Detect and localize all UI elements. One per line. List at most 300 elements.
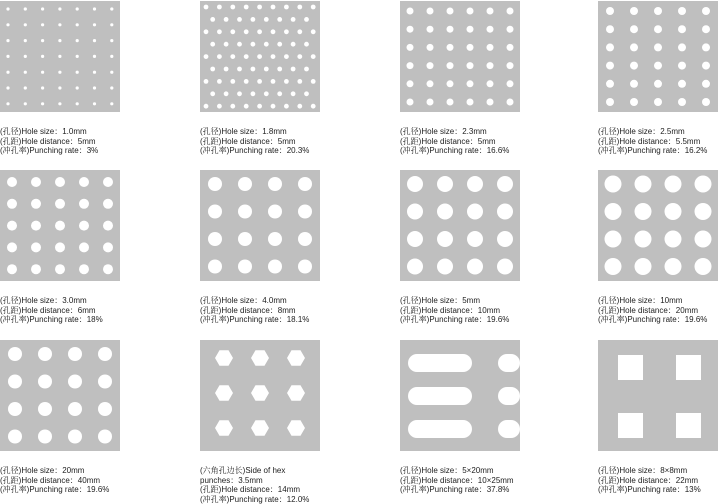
square-hole — [676, 413, 701, 438]
round-hole — [110, 102, 113, 105]
round-hole — [297, 29, 302, 34]
spec-line: (孔距)Hole distance：14mm — [200, 485, 370, 495]
round-hole — [76, 86, 79, 89]
spec-caption — [0, 127, 170, 156]
round-hole — [605, 258, 622, 275]
round-hole — [6, 7, 9, 10]
hex-hole — [287, 420, 305, 436]
round-hole — [24, 23, 27, 26]
round-hole — [284, 5, 289, 10]
round-hole — [257, 5, 262, 10]
round-hole — [284, 104, 289, 109]
round-hole — [38, 402, 52, 416]
spec-caption — [200, 466, 370, 504]
perforated-plate — [598, 340, 718, 451]
round-hole — [24, 86, 27, 89]
hex-hole — [251, 385, 269, 401]
round-hole — [244, 5, 249, 10]
round-hole — [487, 99, 494, 106]
round-hole — [298, 260, 312, 274]
round-hole — [98, 375, 112, 389]
round-hole — [437, 259, 453, 275]
round-hole — [635, 176, 652, 193]
round-hole — [606, 98, 614, 106]
round-hole — [635, 231, 652, 248]
round-hole — [304, 67, 309, 72]
round-hole — [98, 347, 112, 361]
round-hole — [437, 176, 453, 192]
hole-pattern — [200, 340, 320, 451]
round-hole — [702, 98, 710, 106]
round-hole — [507, 26, 514, 33]
round-hole — [654, 98, 662, 106]
round-hole — [654, 43, 662, 51]
round-hole — [31, 242, 41, 252]
perforated-plate — [400, 170, 520, 281]
round-hole — [427, 80, 434, 87]
spec-caption — [400, 296, 570, 325]
round-hole — [654, 62, 662, 70]
round-hole — [291, 67, 296, 72]
round-hole — [217, 54, 222, 59]
round-hole — [230, 29, 235, 34]
slot-hole — [498, 354, 520, 372]
spec-caption — [598, 127, 720, 156]
round-hole — [606, 62, 614, 70]
round-hole — [497, 231, 513, 247]
hex-hole — [287, 385, 305, 401]
round-hole — [702, 62, 710, 70]
round-hole — [98, 430, 112, 444]
round-hole — [605, 176, 622, 193]
round-hole — [467, 259, 483, 275]
round-hole — [630, 7, 638, 15]
spec-caption — [598, 466, 720, 495]
round-hole — [7, 177, 17, 187]
round-hole — [41, 23, 44, 26]
round-hole — [407, 26, 414, 33]
round-hole — [665, 258, 682, 275]
round-hole — [507, 44, 514, 51]
round-hole — [630, 62, 638, 70]
spec-line: (孔距)Hole distance：10×25mm — [400, 476, 570, 486]
round-hole — [630, 43, 638, 51]
round-hole — [665, 176, 682, 193]
hex-hole — [251, 420, 269, 436]
round-hole — [58, 102, 61, 105]
round-hole — [31, 264, 41, 274]
round-hole — [7, 199, 17, 209]
spec-line: (孔距)Hole distance：5mm — [200, 137, 370, 147]
round-hole — [55, 264, 65, 274]
spec-caption — [200, 296, 370, 325]
round-hole — [210, 17, 215, 22]
round-hole — [654, 25, 662, 33]
round-hole — [79, 242, 89, 252]
round-hole — [6, 102, 9, 105]
spec-caption — [400, 466, 570, 495]
round-hole — [467, 176, 483, 192]
hole-pattern — [0, 1, 120, 112]
round-hole — [237, 67, 242, 72]
round-hole — [311, 79, 316, 84]
spec-line: (孔距)Hole distance：8mm — [200, 306, 370, 316]
spec-line: (孔径)Hole size：5×20mm — [400, 466, 570, 476]
spec-line: (孔径)Hole size：8×8mm — [598, 466, 720, 476]
round-hole — [230, 104, 235, 109]
round-hole — [251, 91, 256, 96]
spec-line: (孔距)Hole distance：10mm — [400, 306, 570, 316]
round-hole — [277, 42, 282, 47]
round-hole — [244, 104, 249, 109]
round-hole — [654, 80, 662, 88]
round-hole — [238, 177, 252, 191]
spec-line: (冲孔率)Punching rate：18.1% — [200, 315, 370, 325]
round-hole — [76, 23, 79, 26]
round-hole — [41, 39, 44, 42]
round-hole — [427, 62, 434, 69]
round-hole — [268, 232, 282, 246]
round-hole — [467, 99, 474, 106]
round-hole — [297, 5, 302, 10]
round-hole — [251, 42, 256, 47]
spec-line: (孔径)Hole size：5mm — [400, 296, 570, 306]
round-hole — [437, 204, 453, 220]
round-hole — [68, 375, 82, 389]
round-hole — [110, 71, 113, 74]
round-hole — [208, 232, 222, 246]
round-hole — [487, 44, 494, 51]
round-hole — [55, 242, 65, 252]
round-hole — [41, 102, 44, 105]
round-hole — [311, 104, 316, 109]
round-hole — [110, 55, 113, 58]
round-hole — [311, 5, 316, 10]
spec-line: (冲孔率)Punching rate：13% — [598, 485, 720, 495]
round-hole — [204, 29, 209, 34]
round-hole — [606, 80, 614, 88]
hex-hole — [215, 385, 233, 401]
round-hole — [447, 8, 454, 15]
round-hole — [702, 43, 710, 51]
round-hole — [635, 258, 652, 275]
round-hole — [6, 86, 9, 89]
round-hole — [467, 8, 474, 15]
round-hole — [217, 79, 222, 84]
round-hole — [678, 80, 686, 88]
round-hole — [507, 8, 514, 15]
round-hole — [76, 7, 79, 10]
round-hole — [79, 264, 89, 274]
round-hole — [210, 91, 215, 96]
slot-hole — [498, 387, 520, 405]
round-hole — [103, 264, 113, 274]
round-hole — [298, 232, 312, 246]
spec-line: (孔距)Hole distance：40mm — [0, 476, 170, 486]
round-hole — [271, 104, 276, 109]
round-hole — [110, 39, 113, 42]
round-hole — [447, 80, 454, 87]
spec-line: (孔径)Hole size：1.8mm — [200, 127, 370, 137]
round-hole — [264, 67, 269, 72]
round-hole — [407, 99, 414, 106]
round-hole — [79, 221, 89, 231]
round-hole — [230, 5, 235, 10]
spec-line: (孔距)Hole distance：5.5mm — [598, 137, 720, 147]
round-hole — [110, 23, 113, 26]
round-hole — [268, 177, 282, 191]
spec-line: (冲孔率)Punching rate：16.6% — [400, 146, 570, 156]
round-hole — [268, 260, 282, 274]
round-hole — [407, 62, 414, 69]
round-hole — [605, 231, 622, 248]
spec-line: (孔径)Hole size：2.3mm — [400, 127, 570, 137]
round-hole — [257, 54, 262, 59]
round-hole — [497, 176, 513, 192]
round-hole — [271, 29, 276, 34]
spec-line: (孔径)Hole size：10mm — [598, 296, 720, 306]
perforated-plate — [0, 170, 120, 281]
round-hole — [427, 44, 434, 51]
round-hole — [311, 54, 316, 59]
round-hole — [8, 430, 22, 444]
round-hole — [8, 375, 22, 389]
round-hole — [58, 71, 61, 74]
round-hole — [257, 79, 262, 84]
round-hole — [702, 7, 710, 15]
hex-hole — [215, 420, 233, 436]
round-hole — [55, 177, 65, 187]
round-hole — [7, 242, 17, 252]
hole-pattern — [598, 170, 718, 281]
round-hole — [55, 199, 65, 209]
round-hole — [7, 221, 17, 231]
round-hole — [467, 62, 474, 69]
spec-line: (六角孔边长)Side of hex — [200, 466, 370, 476]
round-hole — [497, 259, 513, 275]
round-hole — [487, 26, 494, 33]
round-hole — [427, 8, 434, 15]
round-hole — [695, 203, 712, 220]
round-hole — [447, 62, 454, 69]
hole-pattern — [200, 1, 320, 112]
square-hole — [676, 355, 701, 380]
round-hole — [264, 91, 269, 96]
round-hole — [678, 98, 686, 106]
round-hole — [298, 205, 312, 219]
round-hole — [103, 242, 113, 252]
round-hole — [79, 177, 89, 187]
round-hole — [68, 430, 82, 444]
round-hole — [702, 80, 710, 88]
round-hole — [257, 104, 262, 109]
round-hole — [271, 79, 276, 84]
round-hole — [31, 177, 41, 187]
round-hole — [103, 199, 113, 209]
round-hole — [24, 39, 27, 42]
round-hole — [297, 54, 302, 59]
round-hole — [277, 91, 282, 96]
spec-line: (孔径)Hole size：1.0mm — [0, 127, 170, 137]
round-hole — [630, 25, 638, 33]
spec-line: (孔径)Hole size：20mm — [0, 466, 170, 476]
round-hole — [41, 7, 44, 10]
round-hole — [507, 99, 514, 106]
round-hole — [110, 7, 113, 10]
round-hole — [487, 62, 494, 69]
round-hole — [93, 71, 96, 74]
round-hole — [244, 79, 249, 84]
round-hole — [79, 199, 89, 209]
round-hole — [427, 99, 434, 106]
round-hole — [41, 86, 44, 89]
round-hole — [695, 231, 712, 248]
round-hole — [284, 79, 289, 84]
round-hole — [58, 86, 61, 89]
round-hole — [204, 104, 209, 109]
hole-pattern — [0, 340, 120, 451]
spec-line: (冲孔率)Punching rate：37.8% — [400, 485, 570, 495]
round-hole — [93, 7, 96, 10]
round-hole — [224, 17, 229, 22]
spec-line: punches：3.5mm — [200, 476, 370, 486]
round-hole — [291, 17, 296, 22]
round-hole — [407, 231, 423, 247]
round-hole — [237, 91, 242, 96]
round-hole — [268, 205, 282, 219]
round-hole — [208, 177, 222, 191]
round-hole — [407, 8, 414, 15]
round-hole — [407, 259, 423, 275]
round-hole — [224, 67, 229, 72]
spec-line: (孔距)Hole distance：5mm — [400, 137, 570, 147]
round-hole — [204, 79, 209, 84]
hole-pattern — [598, 1, 718, 112]
spec-line: (冲孔率)Punching rate：19.6% — [400, 315, 570, 325]
round-hole — [8, 347, 22, 361]
spec-line: (孔距)Hole distance：5mm — [0, 137, 170, 147]
round-hole — [24, 102, 27, 105]
round-hole — [93, 55, 96, 58]
round-hole — [271, 54, 276, 59]
hex-hole — [287, 350, 305, 366]
round-hole — [678, 7, 686, 15]
round-hole — [38, 375, 52, 389]
round-hole — [605, 203, 622, 220]
round-hole — [467, 231, 483, 247]
round-hole — [298, 177, 312, 191]
round-hole — [208, 205, 222, 219]
round-hole — [244, 29, 249, 34]
round-hole — [497, 204, 513, 220]
perforated-plate — [200, 340, 320, 451]
round-hole — [304, 91, 309, 96]
round-hole — [237, 42, 242, 47]
round-hole — [277, 67, 282, 72]
round-hole — [507, 80, 514, 87]
round-hole — [447, 44, 454, 51]
hole-pattern — [598, 340, 718, 451]
hex-hole — [251, 350, 269, 366]
round-hole — [407, 80, 414, 87]
round-hole — [238, 232, 252, 246]
round-hole — [217, 104, 222, 109]
spec-line: (孔距)Hole distance：6mm — [0, 306, 170, 316]
round-hole — [277, 17, 282, 22]
round-hole — [93, 86, 96, 89]
round-hole — [251, 67, 256, 72]
spec-line: (冲孔率)Punching rate：3% — [0, 146, 170, 156]
round-hole — [76, 102, 79, 105]
round-hole — [41, 55, 44, 58]
hole-pattern — [400, 170, 520, 281]
round-hole — [630, 80, 638, 88]
spec-caption — [0, 296, 170, 325]
hole-pattern — [0, 170, 120, 281]
round-hole — [110, 86, 113, 89]
round-hole — [606, 25, 614, 33]
spec-line: (冲孔率)Punching rate：16.2% — [598, 146, 720, 156]
spec-line: (冲孔率)Punching rate：12.0% — [200, 495, 370, 504]
round-hole — [68, 402, 82, 416]
round-hole — [204, 54, 209, 59]
spec-line: (冲孔率)Punching rate：19.6% — [598, 315, 720, 325]
perforated-plate — [400, 340, 520, 451]
round-hole — [291, 91, 296, 96]
round-hole — [695, 176, 712, 193]
round-hole — [264, 17, 269, 22]
spec-line: (孔径)Hole size：4.0mm — [200, 296, 370, 306]
round-hole — [507, 62, 514, 69]
perforated-plate — [0, 340, 120, 451]
round-hole — [654, 7, 662, 15]
round-hole — [38, 347, 52, 361]
round-hole — [291, 42, 296, 47]
round-hole — [58, 7, 61, 10]
round-hole — [606, 7, 614, 15]
perforated-plate — [400, 1, 520, 112]
hole-pattern — [400, 340, 520, 451]
spec-line: (孔径)Hole size：3.0mm — [0, 296, 170, 306]
round-hole — [264, 42, 269, 47]
round-hole — [230, 79, 235, 84]
round-hole — [208, 260, 222, 274]
round-hole — [407, 176, 423, 192]
round-hole — [678, 43, 686, 51]
round-hole — [41, 71, 44, 74]
slot-hole — [408, 420, 472, 438]
spec-line: (孔径)Hole size：2.5mm — [598, 127, 720, 137]
round-hole — [427, 26, 434, 33]
round-hole — [24, 71, 27, 74]
round-hole — [304, 42, 309, 47]
perforated-plate — [598, 1, 718, 112]
round-hole — [251, 17, 256, 22]
round-hole — [271, 5, 276, 10]
round-hole — [224, 91, 229, 96]
round-hole — [93, 102, 96, 105]
round-hole — [55, 221, 65, 231]
perforated-plate — [200, 1, 320, 112]
square-hole — [618, 355, 643, 380]
round-hole — [6, 55, 9, 58]
round-hole — [630, 98, 638, 106]
slot-hole — [408, 387, 472, 405]
round-hole — [224, 42, 229, 47]
round-hole — [6, 23, 9, 26]
round-hole — [217, 5, 222, 10]
round-hole — [58, 23, 61, 26]
